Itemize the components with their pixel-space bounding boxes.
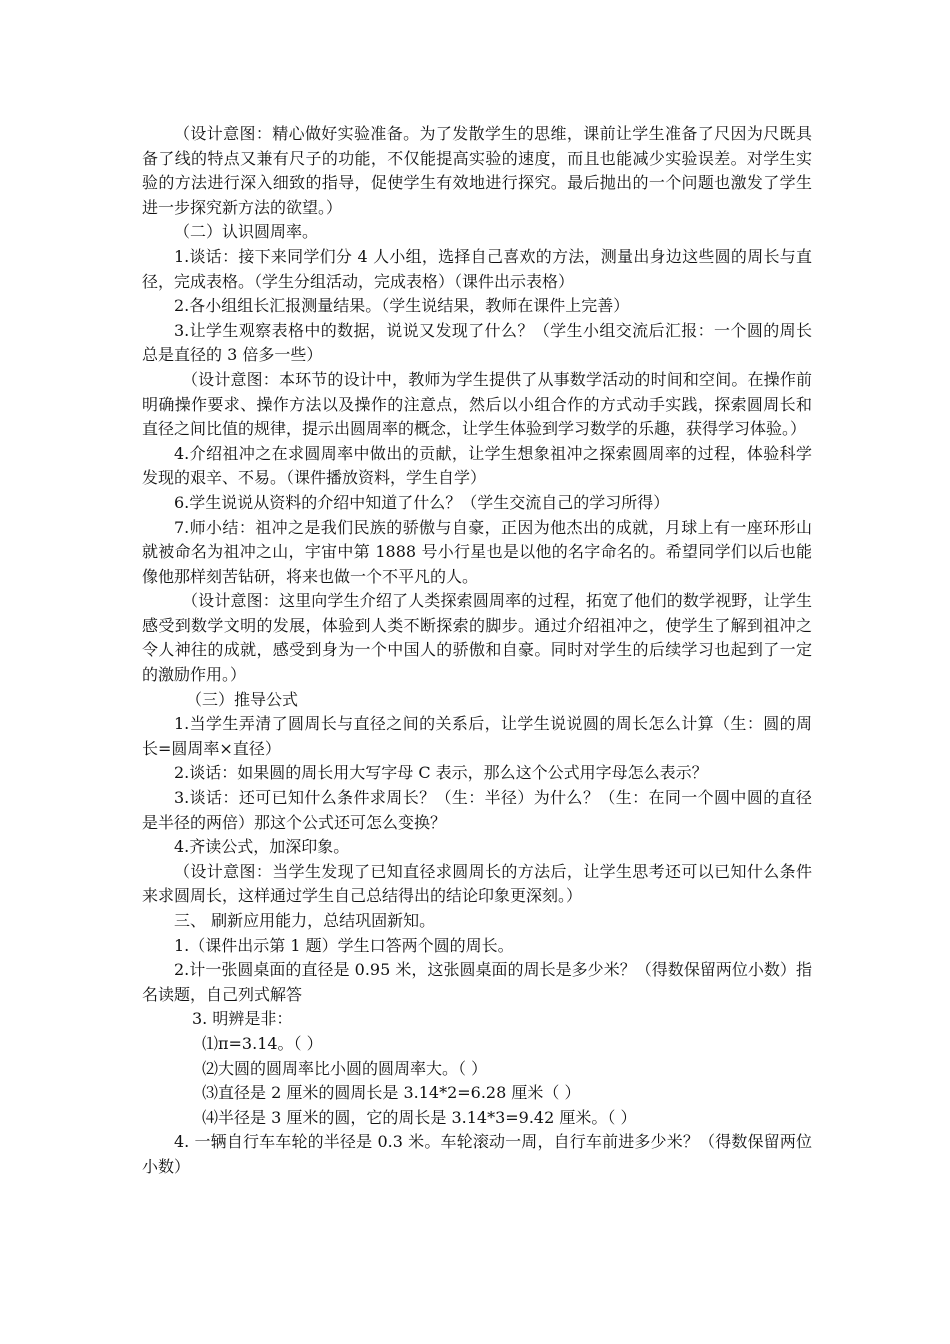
paragraph: 4.齐读公式，加深印象。 bbox=[174, 837, 350, 857]
list-heading: 3. 明辨是非： bbox=[192, 1009, 293, 1029]
list-item: ⑶直径是 2 厘米的圆周长是 3.14*2=6.28 厘米（ ） bbox=[202, 1083, 581, 1103]
paragraph: （设计意图：精心做好实验准备。为了发散学生的思维，课前让学生准备了尺因为尺既具备了线的特点又兼有尺子的功能，不仅能提高实验的速度，而且也能减少实验误差。对学生实验的方法进行深入细致的指导，促使学生有效地进行探究。最后抛出的一个问题也激发了学生进一步探究新方法的欲望。） bbox=[142, 124, 812, 217]
paragraph: （设计意图：这里向学生介绍了人类探索圆周率的过程，拓宽了他们的数学视野，让学生感受到数学文明的发展，体验到人类不断探索的脚步。通过介绍祖冲之，使学生了解到祖冲之令人神往的成就，感受到身为一个中国人的骄傲和自豪。同时对学生的后续学习也起到了一定的激励作用。） bbox=[142, 591, 812, 685]
paragraph: 6.学生说说从资料的介绍中知道了什么？（学生交流自己的学习所得） bbox=[174, 492, 670, 512]
section-heading: （二）认识圆周率。 bbox=[174, 222, 319, 242]
list-item: ⑵大圆的圆周率比小圆的圆周率大。（ ） bbox=[202, 1058, 488, 1078]
paragraph: 1.当学生弄清了圆周长与直径之间的关系后，让学生说说圆的周长怎么计算（生：圆的周长=圆周率×直径） bbox=[142, 714, 812, 758]
document-body bbox=[142, 122, 812, 1180]
section-heading: （三）推导公式 bbox=[186, 689, 299, 709]
list-item: ⑷半径是 3 厘米的圆，它的周长是 3.14*3=9.42 厘米。（ ） bbox=[202, 1107, 637, 1127]
paragraph: 1.（课件出示第 1 题）学生口答两个圆的周长。 bbox=[174, 935, 514, 955]
paragraph: 4. 一辆自行车车轮的半径是 0.3 米。车轮滚动一周，自行车前进多少米？（得数保留两位小数） bbox=[142, 1132, 812, 1176]
paragraph: 7.师小结：祖冲之是我们民族的骄傲与自豪，正因为他杰出的成就，月球上有一座环形山就被命名为祖冲之山，宇宙中第 1888 号小行星也是以他的名字命名的。希望同学们以后也能像他那样刻苦钻研，将来也做一个不平凡的人。 bbox=[142, 517, 812, 586]
paragraph: 3.谈话：还可已知什么条件求周长？（生：半径）为什么？（生：在同一个圆中圆的直径是半径的两倍）那这个公式还可怎么变换？ bbox=[142, 788, 812, 832]
paragraph: 2.各小组组长汇报测量结果。（学生说结果，教师在课件上完善） bbox=[174, 296, 630, 316]
paragraph: （设计意图：当学生发现了已知直径求圆周长的方法后，让学生思考还可以已知什么条件来求圆周长，这样通过学生自己总结得出的结论印象更深刻。） bbox=[142, 861, 812, 906]
paragraph: 4.介绍祖冲之在求圆周率中做出的贡献，让学生想象祖冲之探索圆周率的过程，体验科学发现的艰辛、不易。（课件播放资料，学生自学） bbox=[142, 443, 812, 488]
paragraph: 2.计一张圆桌面的直径是 0.95 米，这张圆桌面的周长是多少米？（得数保留两位小数）指名读题，自己列式解答 bbox=[142, 960, 812, 1004]
list-item: ⑴π=3.14。（ ） bbox=[202, 1033, 323, 1053]
paragraph: 2.谈话：如果圆的周长用大写字母 C 表示，那么这个公式用字母怎么表示？ bbox=[174, 763, 708, 783]
paragraph: 3.让学生观察表格中的数据，说说又发现了什么？（学生小组交流后汇报：一个圆的周长总是直径的 3 倍多一些） bbox=[142, 320, 812, 365]
paragraph: （设计意图：本环节的设计中，教师为学生提供了从事数学活动的时间和空间。在操作前明确操作要求、操作方法以及操作的注意点，然后以小组合作的方式动手实践，探索圆周长和直径之间比值的规律，提示出圆周率的概念，让学生体验到学习数学的乐趣，获得学习体验。） bbox=[142, 369, 812, 439]
paragraph: 1.谈话：接下来同学们分 4 人小组，选择自己喜欢的方法，测量出身边这些圆的周长与直径，完成表格。（学生分组活动，完成表格）（课件出示表格） bbox=[142, 246, 812, 291]
section-heading: 三、 刷新应用能力，总结巩固新知。 bbox=[174, 911, 436, 930]
